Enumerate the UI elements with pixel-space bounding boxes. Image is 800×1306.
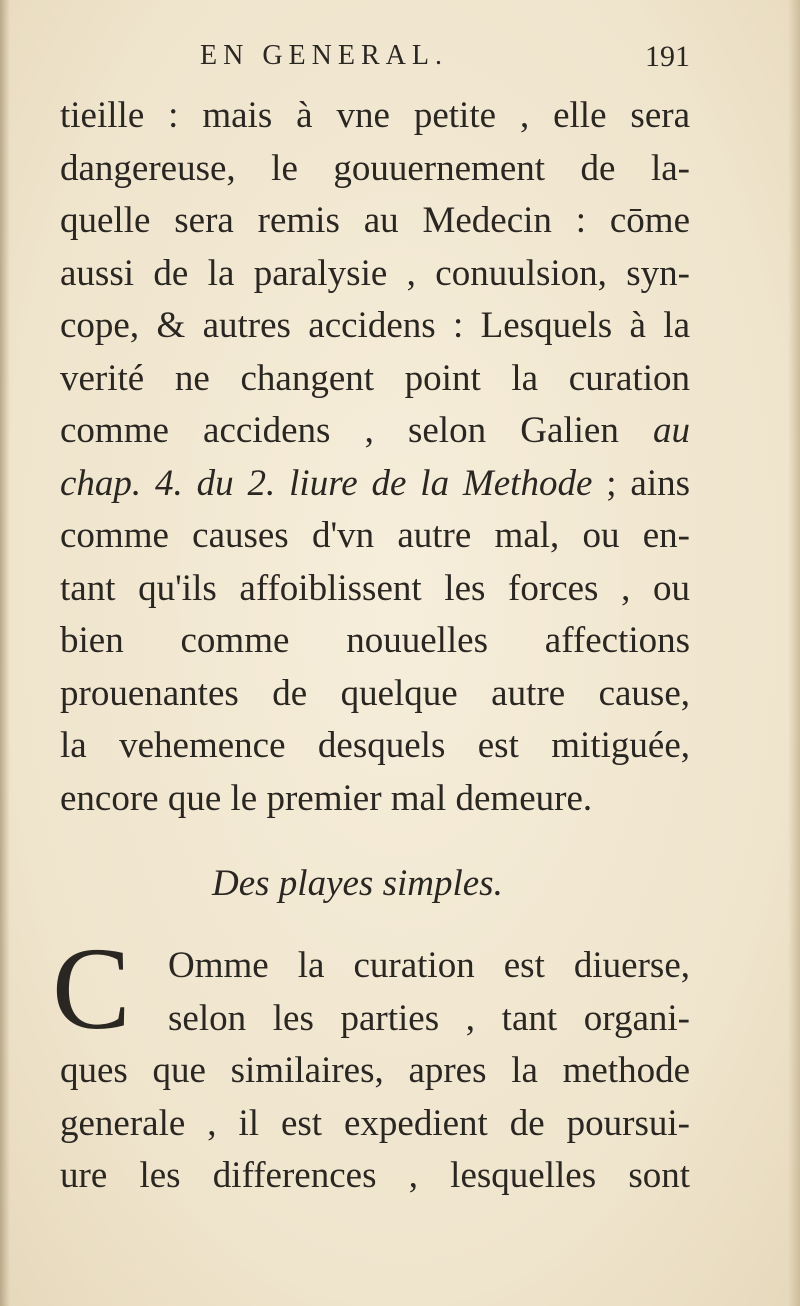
text-line: tant qu'ils affoiblissent les forces , ou — [60, 567, 690, 609]
paragraph-2 — [60, 940, 690, 1203]
text-line: quelle sera remis au Medecin : cōme — [60, 200, 690, 241]
text-line: bien comme nouuelles affections — [60, 620, 690, 661]
text-line: Omme la curation est diuerse, — [168, 945, 690, 986]
text-line: dangereuse, le gouuernement de la- — [60, 147, 690, 189]
running-head: EN GENERAL. — [200, 40, 448, 71]
text-line: cope, & autres accidens : Lesquels à la — [60, 305, 690, 346]
text-line: tieille : mais à vne petite , elle sera — [60, 95, 690, 136]
text-line — [60, 405, 690, 458]
text-line: verité ne changent point la curation — [60, 357, 690, 399]
line-roman: comme accidens , selon Galien — [60, 410, 653, 451]
text-line: aussi de la paralysie , conuulsion, syn- — [60, 252, 690, 294]
text-line: ques que similaires, apres la methode — [60, 1050, 690, 1091]
section-heading: Des playes simples. — [212, 863, 503, 904]
text-line — [60, 458, 690, 511]
line-italic: chap. 4. du 2. liure de la Methode — [60, 462, 593, 504]
text-line: selon les parties , tant organi- — [168, 997, 690, 1039]
line-roman: ; ains — [592, 462, 691, 504]
text-line: comme causes d'vn autre mal, ou en- — [60, 515, 690, 556]
text-line: encore que le premier mal demeure. — [60, 777, 593, 819]
page-number: 191 — [645, 40, 690, 73]
text-line: la vehemence desquels est mitiguée, — [60, 725, 690, 766]
line-italic: au — [653, 410, 690, 451]
text-line: prouenantes de quelque autre cause, — [60, 672, 690, 714]
text-line: ure les differences , lesquelles sont — [60, 1155, 690, 1196]
text-line: generale , il est expedient de poursui- — [60, 1102, 690, 1144]
drop-capital: C — [52, 923, 131, 1054]
paragraph-1 — [60, 90, 690, 825]
page-header — [200, 40, 690, 84]
